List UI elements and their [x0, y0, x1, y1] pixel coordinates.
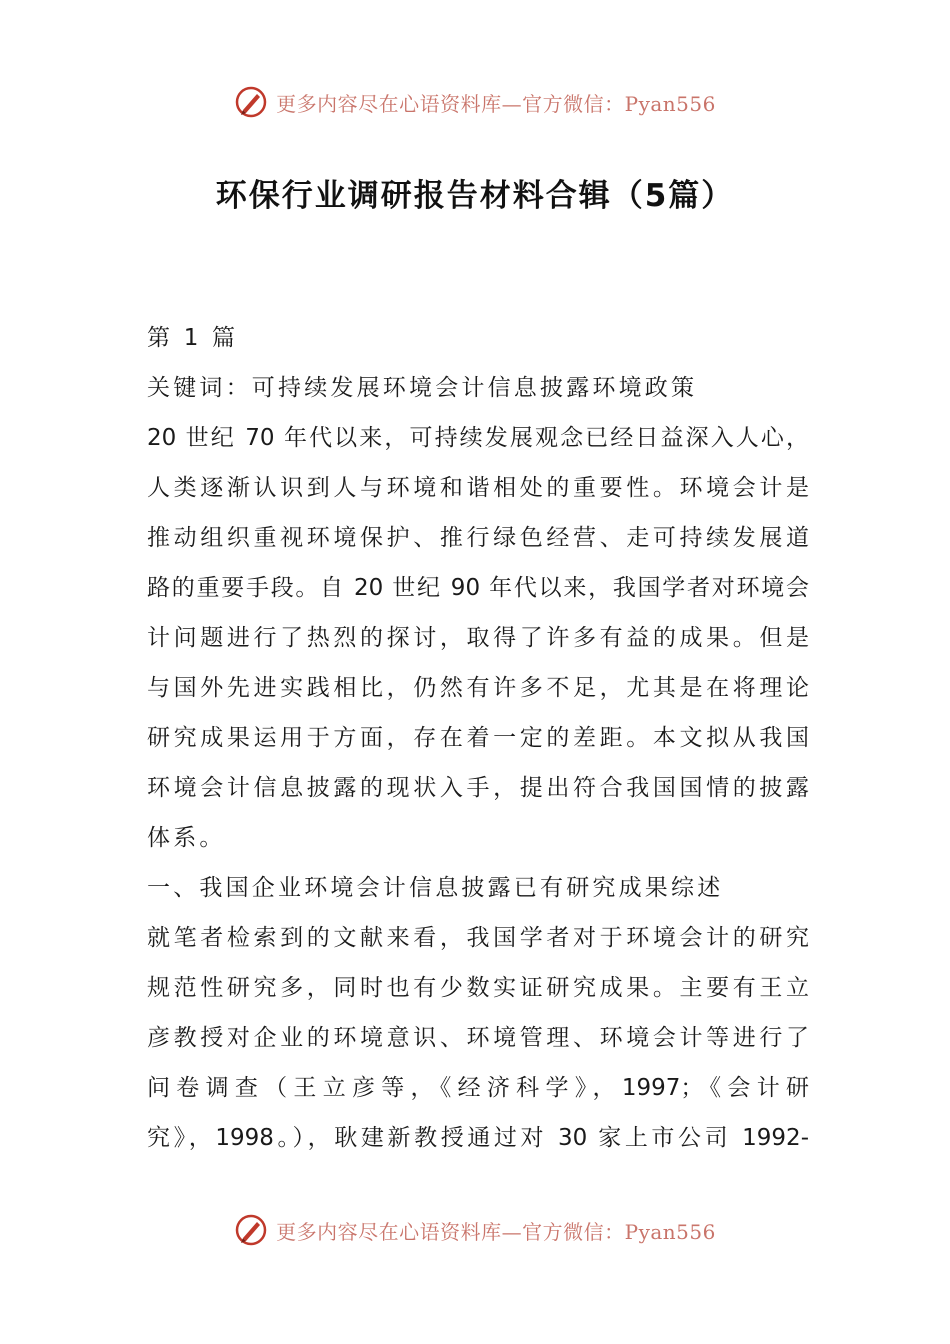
- watermark-banner-bottom: [0, 1210, 950, 1250]
- pen-logo-icon: [234, 85, 268, 119]
- paragraph-line: 体系。: [147, 825, 226, 851]
- paragraph-line: 20 世纪 70 年代以来，可持续发展观念已经日益深入人心，: [147, 425, 809, 451]
- paragraph-line: 研究成果运用于方面，存在着一定的差距。本文拟从我国: [147, 725, 809, 751]
- paragraph-line: 究》，1998。），耿建新教授通过对 30 家上市公司 1992-: [147, 1125, 809, 1151]
- watermark-banner-top: [0, 82, 950, 122]
- paragraph-line: 环境会计信息披露的现状入手，提出符合我国国情的披露: [147, 775, 809, 801]
- keywords-line: 关键词：可持续发展环境会计信息披露环境政策: [147, 375, 698, 401]
- paragraph-line: 彦教授对企业的环境意识、环境管理、环境会计等进行了: [147, 1025, 809, 1051]
- paragraph-line: 规范性研究多，同时也有少数实证研究成果。主要有王立: [147, 975, 809, 1001]
- paragraph-line: 路的重要手段。自 20 世纪 90 年代以来，我国学者对环境会: [147, 575, 809, 601]
- section-heading: 第 1 篇: [147, 325, 239, 351]
- paragraph-line: 推动组织重视环境保护、推行绿色经营、走可持续发展道: [147, 525, 809, 551]
- document-title: 环保行业调研报告材料合辑（5篇）: [215, 178, 735, 214]
- watermark-text: 更多内容尽在心语资料库—官方微信：Pyan556: [276, 91, 716, 116]
- paragraph-line: 人类逐渐认识到人与环境和谐相处的重要性。环境会计是: [147, 475, 809, 501]
- pen-logo-icon: [234, 1213, 268, 1247]
- paragraph-line: 计问题进行了热烈的探讨，取得了许多有益的成果。但是: [147, 625, 809, 651]
- document-body: [147, 313, 809, 1163]
- paragraph-line: 与国外先进实践相比，仍然有许多不足，尤其是在将理论: [147, 675, 809, 701]
- paragraph-line: 就笔者检索到的文献来看，我国学者对于环境会计的研究: [147, 925, 809, 951]
- paragraph-line: 问卷调查（王立彦等，《经济科学》，1997；《会计研: [147, 1075, 809, 1101]
- watermark-text: 更多内容尽在心语资料库—官方微信：Pyan556: [276, 1219, 716, 1244]
- subsection-heading: 一、我国企业环境会计信息披露已有研究成果综述: [147, 875, 724, 901]
